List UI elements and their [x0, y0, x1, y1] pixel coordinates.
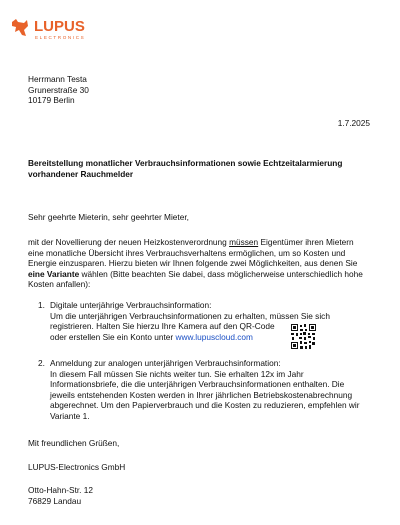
sender-street: Otto-Hahn-Str. 12: [28, 485, 94, 495]
option-1: [38, 300, 378, 342]
option-title: Anmeldung zur analogen unterjährigen Verbrauchsinformation:: [50, 358, 281, 368]
letter-date: 1.7.2025: [337, 118, 370, 128]
logo-tagline: ELECTRONICS: [35, 35, 86, 40]
option-title: Digitale unterjährige Verbrauchsinformation:: [50, 300, 212, 310]
sender-address: [28, 485, 93, 506]
option-number: 2.: [38, 358, 45, 368]
intro-line: eine monatliche Übersicht ihres Verbrauchsverhaltens ermöglichen, um so Kosten und: [28, 247, 346, 258]
letter-subject: [28, 158, 373, 179]
option-line: oder erstellen Sie ein Konto unter www.lupuscloud.com: [50, 331, 253, 342]
lupus-logo: [10, 14, 130, 44]
logo-wordmark: LUPUS: [34, 18, 85, 35]
option-2: [38, 358, 378, 422]
recipient-name: Herrmann Testa: [28, 74, 87, 84]
emphasis-must: müssen: [229, 237, 259, 247]
option-line: jeweils entstehenden Kosten werden in Ihrer jährlichen Betriebskostenabrechnung: [50, 389, 353, 400]
sender-city: 76829 Landau: [28, 495, 82, 506]
subject-line-2: vorhandener Rauchmelder: [28, 168, 134, 179]
subject-line-1: Bereitstellung monatlicher Verbrauchsinformationen sowie Echtzeitalarmierung: [28, 158, 343, 168]
closing-phrase: Mit freundlichen Grüßen,: [28, 438, 120, 448]
intro-line: Energie einzusparen. Hierzu bieten wir Ihnen folgende zwei Möglichkeiten, aus denen Sie: [28, 258, 358, 269]
option-number: 1.: [38, 300, 45, 310]
recipient-city: 10179 Berlin: [28, 95, 75, 106]
recipient-address: [28, 74, 89, 106]
option-line: In diesem Fall müssen Sie nichts weiter tun. Sie erhalten 12x im Jahr: [50, 368, 304, 379]
option-line: Um die unterjährigen Verbrauchsinformationen zu erhalten, müssen Sie sich: [50, 310, 330, 321]
intro-paragraph: [28, 237, 373, 290]
option-line: abgerechnet. Um den Papierverbrauch und die Kosten zu reduzieren, empfehlen wir: [50, 400, 360, 411]
recipient-street: Grunerstraße 30: [28, 84, 89, 95]
lupuscloud-link[interactable]: www.lupuscloud.com: [175, 331, 253, 342]
option-line: Informationsbriefe, die die unterjährigen Verbrauchsinformationen enthalten. Die: [50, 379, 345, 390]
option-line: registrieren. Halten Sie hierzu Ihre Kamera auf den QR-Code: [50, 321, 275, 332]
option-line: Variante 1.: [50, 410, 90, 421]
sender-company: LUPUS-Electronics GmbH: [28, 462, 126, 472]
intro-line: eine Variante wählen (Bitte beachten Sie dabei, dass möglicherweise unterschiedlich hohe: [28, 268, 363, 279]
intro-line: mit der Novellierung der neuen Heizkostenverordnung müssen Eigentümer ihren Mietern: [28, 237, 354, 247]
salutation: Sehr geehrte Mieterin, sehr geehrter Mieter,: [28, 212, 189, 222]
wolf-logo-icon: [10, 14, 130, 44]
qr-code-icon[interactable]: [291, 324, 316, 349]
intro-line: Kosten anfallen):: [28, 279, 91, 290]
emphasis-one-variant: eine Variante: [28, 268, 80, 279]
